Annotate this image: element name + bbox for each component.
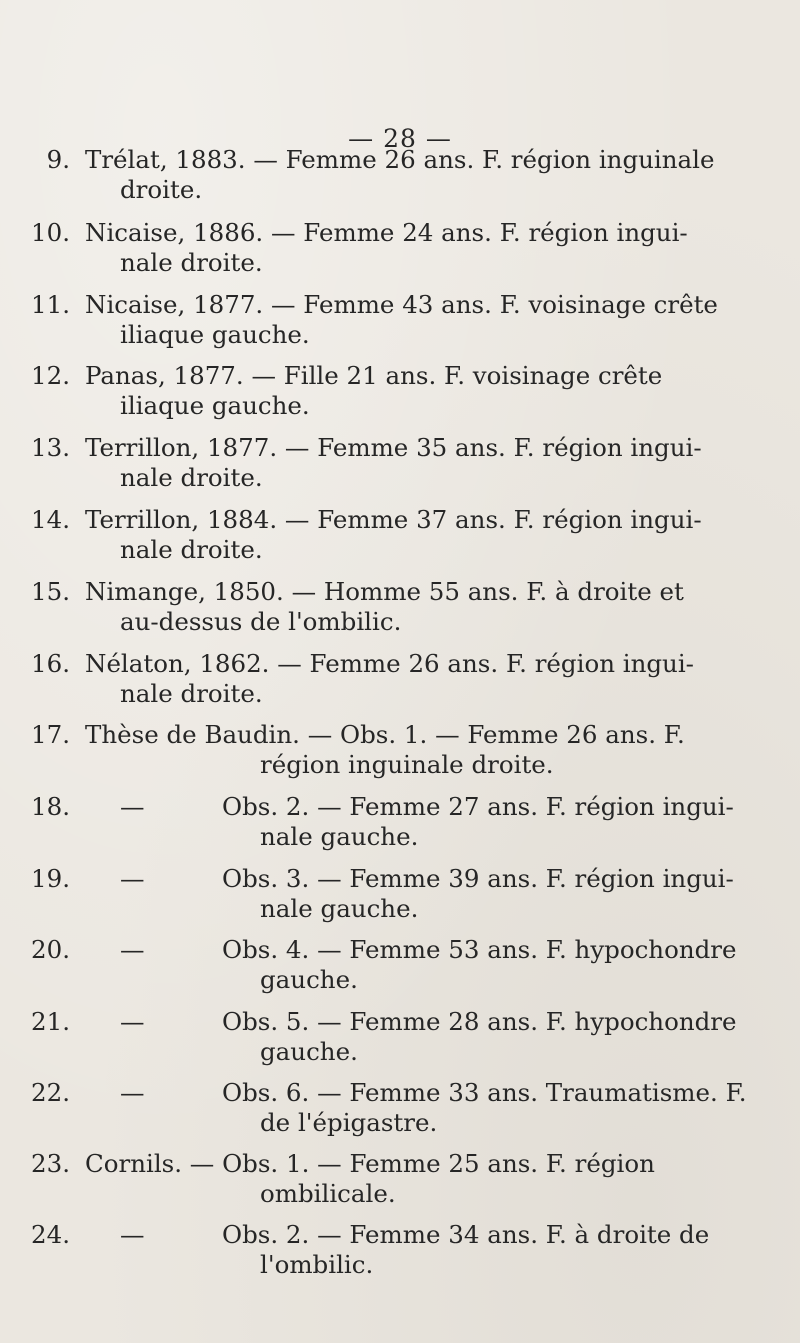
entry-number: 22. (31, 1078, 70, 1107)
entry-text: Panas, 1877. — Fille 21 ans. F. voisinage crête (85, 361, 663, 390)
entry-text-continued: nale droite. (120, 463, 263, 492)
entry-text-continued: nale gauche. (260, 894, 419, 923)
entry-number: 19. (31, 864, 70, 893)
entry-text: Terrillon, 1884. — Femme 37 ans. F. région ingui- (85, 505, 702, 534)
entry-text-continued: droite. (120, 175, 203, 204)
entry-text-continued: gauche. (260, 965, 358, 994)
entry-text-continued: gauche. (260, 1037, 358, 1066)
entry-number: 17. (31, 720, 70, 749)
entry-text-continued: au-dessus de l'ombilic. (120, 607, 402, 636)
entry-text: Obs. 2. — Femme 27 ans. F. région ingui- (222, 792, 734, 821)
entry-text-continued: de l'épigastre. (260, 1108, 438, 1137)
entry-text: Terrillon, 1877. — Femme 35 ans. F. région ingui- (85, 433, 702, 462)
entry-number: 21. (31, 1007, 70, 1036)
ditto-dash: — (120, 792, 145, 821)
ditto-dash: — (120, 1078, 145, 1107)
ditto-dash: — (120, 864, 145, 893)
entry-text: Obs. 6. — Femme 33 ans. Traumatisme. F. (222, 1078, 747, 1107)
entry-number: 23. (31, 1149, 70, 1178)
entry-number: 16. (31, 649, 70, 678)
entry-text: Obs. 3. — Femme 39 ans. F. région ingui- (222, 864, 734, 893)
ditto-dash: — (120, 935, 145, 964)
entry-text: Nicaise, 1886. — Femme 24 ans. F. région ingui- (85, 218, 688, 247)
entry-number: 12. (31, 361, 70, 390)
entry-text-continued: nale droite. (120, 535, 263, 564)
entry-text-continued: l'ombilic. (260, 1250, 374, 1279)
entry-text: Obs. 2. — Femme 34 ans. F. à droite de (222, 1220, 710, 1249)
entry-number: 24. (31, 1220, 70, 1249)
entry-number: 9. (46, 145, 70, 174)
entry-text-continued: nale droite. (120, 679, 263, 708)
entry-text: Nélaton, 1862. — Femme 26 ans. F. région ingui- (85, 649, 694, 678)
entry-text: Cornils. — Obs. 1. — Femme 25 ans. F. région (85, 1149, 655, 1178)
entry-number: 20. (31, 935, 70, 964)
entry-text-continued: nale droite. (120, 248, 263, 277)
entry-text-continued: région inguinale droite. (260, 750, 554, 779)
entry-text: Trélat, 1883. — Femme 26 ans. F. région inguinale (85, 145, 715, 174)
entry-number: 13. (31, 433, 70, 462)
entry-text: Nicaise, 1877. — Femme 43 ans. F. voisinage crête (85, 290, 718, 319)
entry-number: 18. (31, 792, 70, 821)
entry-number: 14. (31, 505, 70, 534)
page-number: — 28 — (348, 124, 452, 153)
entry-text: Thèse de Baudin. — Obs. 1. — Femme 26 ans. F. (85, 720, 685, 749)
entry-number: 15. (31, 577, 70, 606)
entry-text-continued: iliaque gauche. (120, 391, 310, 420)
entry-number: 10. (31, 218, 70, 247)
ditto-dash: — (120, 1220, 145, 1249)
entry-text: Obs. 4. — Femme 53 ans. F. hypochondre (222, 935, 737, 964)
entry-text: Nimange, 1850. — Homme 55 ans. F. à droite et (85, 577, 684, 606)
entry-text-continued: iliaque gauche. (120, 320, 310, 349)
entry-text-continued: ombilicale. (260, 1179, 396, 1208)
entry-text-continued: nale gauche. (260, 822, 419, 851)
ditto-dash: — (120, 1007, 145, 1036)
entry-number: 11. (31, 290, 70, 319)
entry-text: Obs. 5. — Femme 28 ans. F. hypochondre (222, 1007, 737, 1036)
